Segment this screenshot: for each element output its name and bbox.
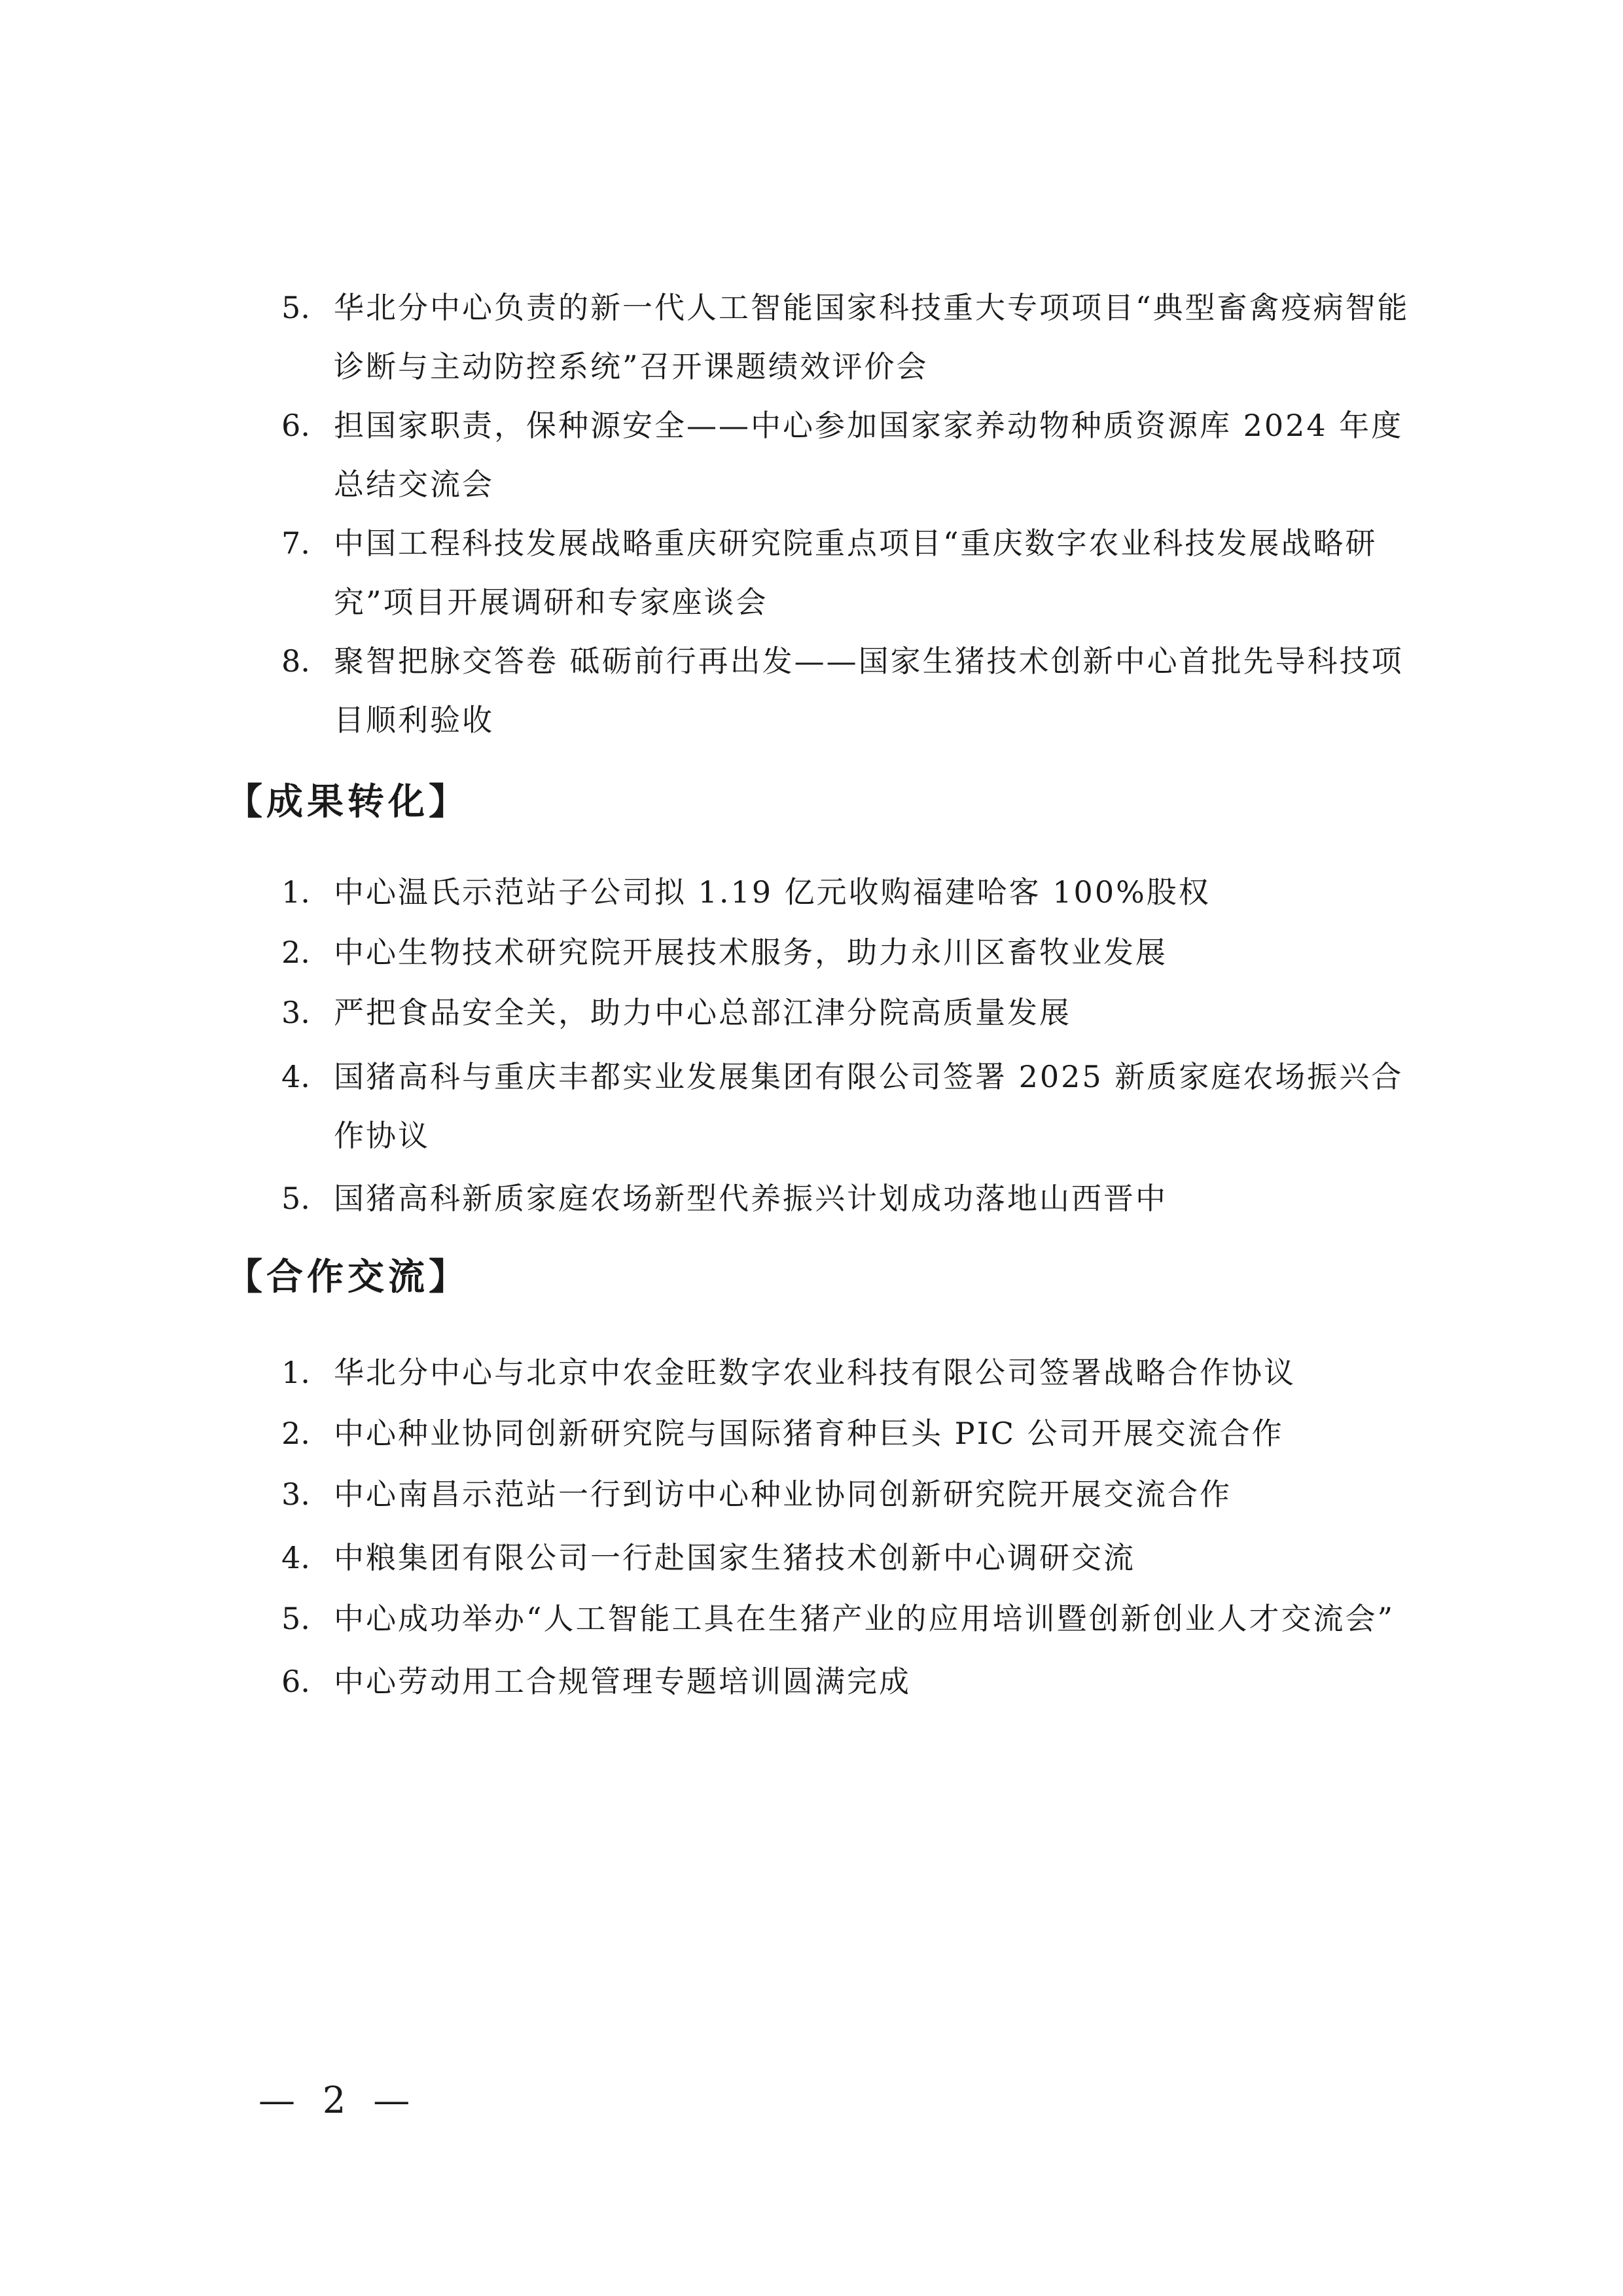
list-item [281,923,1420,982]
list-item-text: 国猪高科新质家庭农场新型代养振兴计划成功落地山西晋中 [334,1181,1168,1216]
list-item-text: 担国家职责，保种源安全——中心参加国家家养动物种质资源库 2024 年度总结交流会 [334,408,1404,502]
list-item [281,1047,1420,1165]
list-item-number: 5. [281,290,310,325]
list-item-number: 2. [281,935,310,970]
list-item [281,1169,1420,1228]
list-item [281,1589,1420,1648]
list-item-number: 8. [281,643,310,679]
list-item-text: 中心生物技术研究院开展技术服务，助力永川区畜牧业发展 [334,935,1168,970]
list-item [281,1404,1420,1463]
list-item-text: 华北分中心与北京中农金旺数字农业科技有限公司签署战略合作协议 [334,1355,1296,1390]
list-item-text: 严把食品安全关，助力中心总部江津分院高质量发展 [334,995,1071,1030]
section-heading-cooperation: 【合作交流】 [226,1256,469,1299]
list-item-number: 6. [281,1664,310,1699]
list-item-text: 中心种业协同创新研究院与国际猪育种巨头 PIC 公司开展交流合作 [334,1416,1284,1451]
list-item-text: 中粮集团有限公司一行赴国家生猪技术创新中心调研交流 [334,1540,1135,1575]
list-item [281,1343,1420,1402]
list-item-number: 5. [281,1601,310,1636]
list-item [281,1528,1420,1587]
list-item-number: 5. [281,1181,310,1216]
list-item [281,1652,1420,1711]
list-item-text: 中心劳动用工合规管理专题培训圆满完成 [334,1664,911,1699]
list-item-number: 1. [281,1355,310,1390]
list-item [281,1465,1420,1524]
list-item [281,863,1420,922]
list-item-text: 国猪高科与重庆丰都实业发展集团有限公司签署 2025 新质家庭农场振兴合作协议 [334,1059,1404,1153]
list-item [281,514,1420,632]
list-item-number: 2. [281,1416,310,1451]
list-item-text: 中国工程科技发展战略重庆研究院重点项目“重庆数字农业科技发展战略研究”项目开展调研和专家座谈会 [334,526,1378,620]
list-item-number: 3. [281,1477,310,1512]
list-item-text: 华北分中心负责的新一代人工智能国家科技重大专项项目“典型畜禽疫病智能诊断与主动防控系统”召开课题绩效评价会 [334,290,1410,384]
list-item-number: 1. [281,874,310,910]
list-item-text: 中心温氏示范站子公司拟 1.19 亿元收购福建哈客 100%股权 [334,874,1211,910]
list-item [281,632,1420,749]
page-number: — 2 — [259,2079,418,2122]
list-item-number: 4. [281,1059,310,1094]
list-item-number: 3. [281,995,310,1030]
list-item-text: 聚智把脉交答卷 砥砺前行再出发——国家生猪技术创新中心首批先导科技项目顺利验收 [334,643,1404,738]
list-item [281,278,1420,396]
list-item-number: 6. [281,408,310,443]
list-item [281,396,1420,514]
list-item-number: 4. [281,1540,310,1575]
list-item-text: 中心南昌示范站一行到访中心种业协同创新研究院开展交流合作 [334,1477,1232,1512]
list-item-text: 中心成功举办“人工智能工具在生猪产业的应用培训暨创新创业人才交流会” [334,1601,1395,1636]
section-heading-results: 【成果转化】 [226,781,469,823]
list-item-number: 7. [281,526,310,561]
list-item [281,983,1420,1042]
